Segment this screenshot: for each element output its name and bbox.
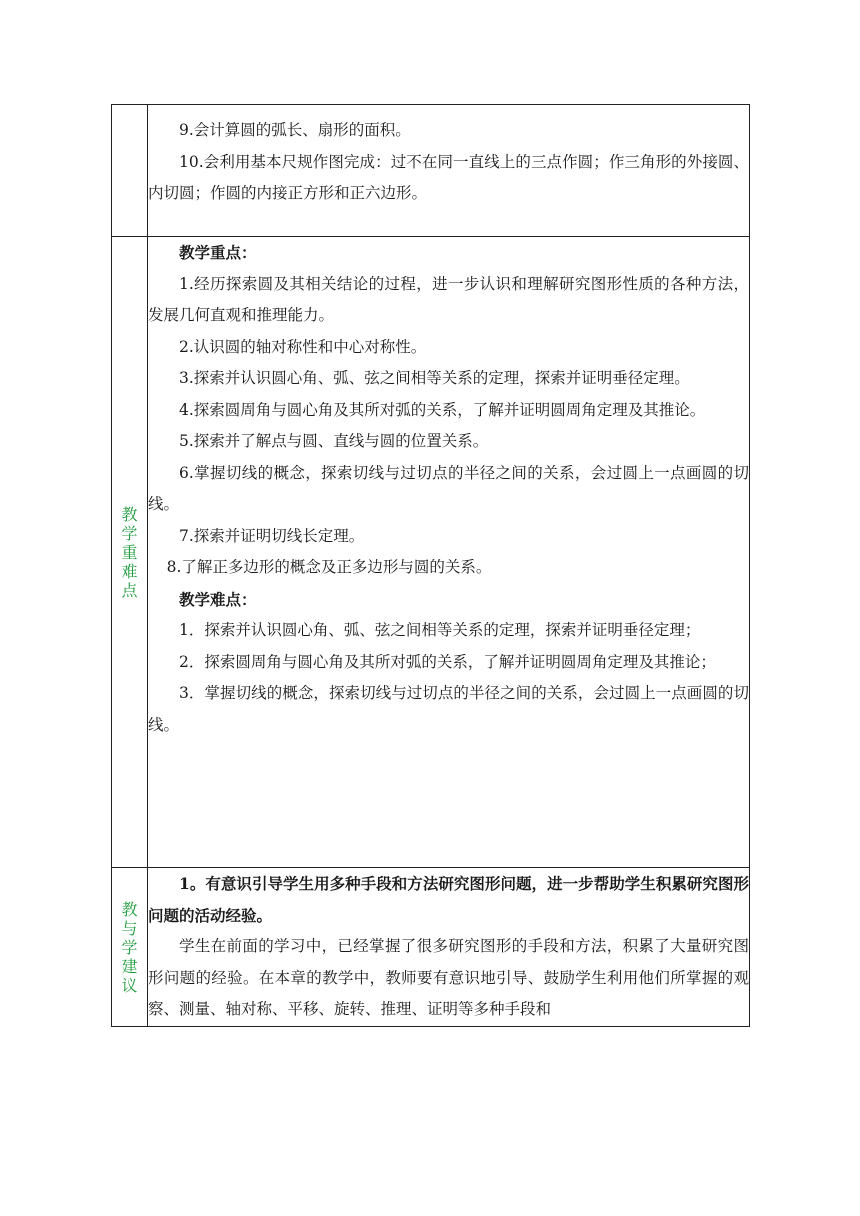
objective-item-10: 10.会利用基本尺规作图完成：过不在同一直线上的三点作圆；作三角形的外接圆、内切圆；作圆的内接正方形和正六边形。: [148, 152, 749, 202]
table-row-key-difficult-points: [112, 237, 750, 868]
key-point-item: 3.探索并认识圆心角、弧、弦之间相等关系的定理，探索并证明垂径定理。: [179, 369, 690, 387]
suggestion-heading: 1。有意识引导学生用多种手段和方法研究图形问题，进一步帮助学生积累研究图形问题的活动经验。: [148, 874, 749, 925]
key-point-item: 7.探索并证明切线长定理。: [179, 526, 365, 545]
row-label-key-difficult: [112, 237, 148, 868]
row-label-empty: [112, 105, 148, 237]
table-row-teaching-suggestions: [112, 868, 750, 1027]
row-label-text: 教与学建议: [121, 899, 138, 995]
difficult-point-item: 1．探索并认识圆心角、弧、弦之间相等关系的定理，探索并证明垂径定理；: [179, 621, 701, 639]
objectives-content: [148, 105, 750, 237]
key-difficult-content: [148, 237, 750, 868]
key-point-item: 6.掌握切线的概念，探索切线与过切点的半径之间的关系，会过圆上一点画圆的切线。: [148, 463, 749, 513]
lesson-plan-table: [111, 104, 750, 1027]
key-point-item: 5.探索并了解点与圆、直线与圆的位置关系。: [179, 432, 489, 450]
row-label-text: 教学重难点: [121, 504, 138, 600]
suggestions-content: [148, 868, 750, 1027]
key-point-item: 2.认识圆的轴对称性和中心对称性。: [179, 337, 427, 356]
key-point-item: 4.探索圆周角与圆心角及其所对弧的关系，了解并证明圆周角定理及其推论。: [179, 400, 706, 419]
key-point-item: 8.了解正多边形的概念及正多边形与圆的关系。: [166, 558, 492, 576]
key-point-item: 1.经历探索圆及其相关结论的过程，进一步认识和理解研究图形性质的各种方法，发展几何直观和推理能力。: [148, 274, 749, 324]
suggestion-paragraph: 学生在前面的学习中，已经掌握了很多研究图形的手段和方法，积累了大量研究图形问题的经验。在本章的教学中，教师要有意识地引导、鼓励学生利用他们所掌握的观察、测量、轴对称、平移、旋转、推理、证明等多种手段和: [148, 937, 749, 1018]
key-points-heading: 教学重点：: [179, 243, 257, 262]
difficult-point-item: 3．掌握切线的概念，探索切线与过切点的半径之间的关系，会过圆上一点画圆的切线。: [148, 684, 749, 734]
difficult-points-heading: 教学难点：: [179, 589, 257, 609]
objective-item-9: 9.会计算圆的弧长、扇形的面积。: [179, 121, 411, 139]
difficult-point-item: 2．探索圆周角与圆心角及其所对弧的关系，了解并证明圆周角定理及其推论；: [179, 652, 716, 671]
row-label-suggestions: [112, 868, 148, 1027]
table-row-objectives-continued: [112, 105, 750, 237]
